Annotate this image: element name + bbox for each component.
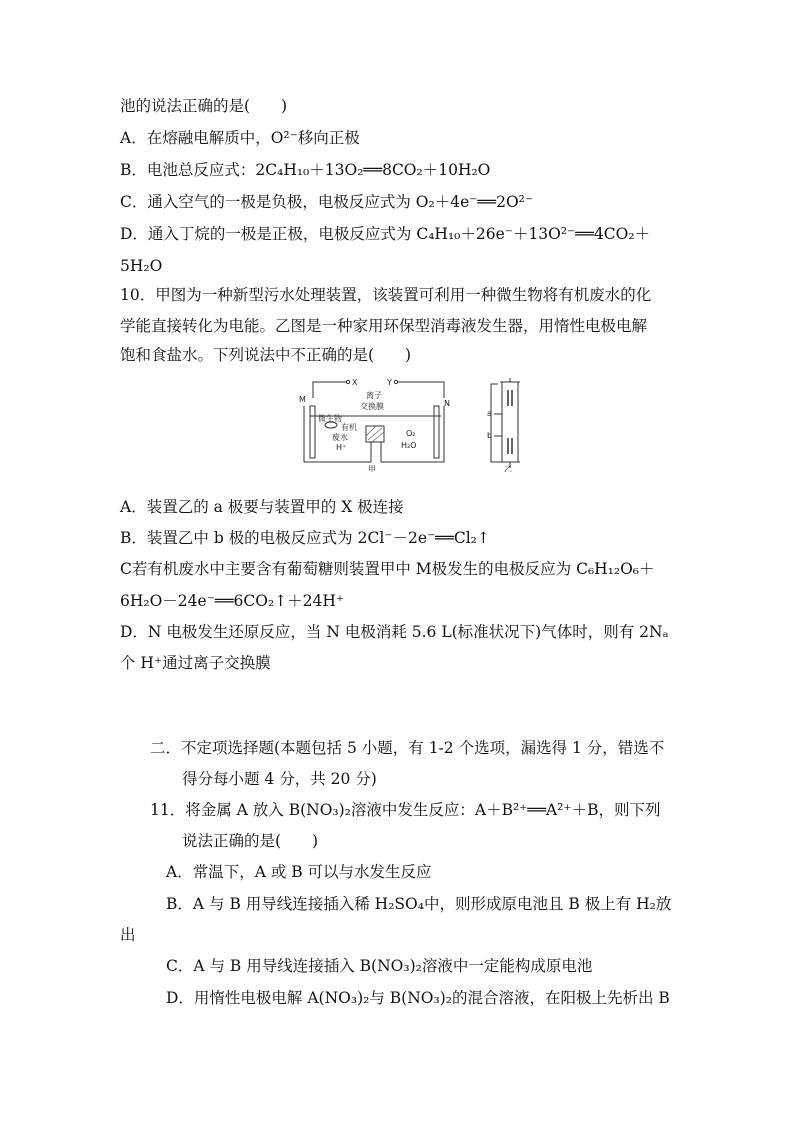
- question-10-line-1: 10．甲图为一种新型污水处理装置，该装置可利用一种微生物将有机废水的化: [120, 286, 652, 304]
- option-a-line: A．在熔融电解质中，O²⁻移向正极: [120, 129, 360, 147]
- q10-option-d-continued: 个 H⁺通过离子交换膜: [120, 654, 271, 672]
- q10-option-c: C若有机废水中主要含有葡萄糖则装置甲中 M极发生的电极反应为 C₆H₁₂O₆＋: [120, 560, 655, 578]
- label-h2o: H₂O: [401, 441, 417, 450]
- q10-option-b: B．装置乙中 b 极的电极反应式为 2Cl⁻－2e⁻══Cl₂↑: [120, 529, 490, 547]
- label-waste: 废水: [332, 433, 348, 442]
- question-10-line-2: 学能直接转化为电能。乙图是一种家用环保型消毒液发生器，用惰性电极电解: [120, 317, 648, 335]
- option-d-continued: 5H₂O: [120, 257, 163, 275]
- label-m: M: [299, 395, 306, 404]
- question-11-line-2: 说法正确的是( ): [182, 832, 319, 850]
- q11-option-c: C．A 与 B 用导线连接插入 B(NO₃)₂溶液中一定能构成原电池: [166, 957, 593, 975]
- q11-option-b-continued: 出: [120, 926, 136, 944]
- q10-option-a: A．装置乙的 a 极要与装置甲的 X 极连接: [120, 498, 404, 516]
- section-2-heading: 二．不定项选择题(本题包括 5 小题，有 1-2 个选项，漏选得 1 分，错选不: [150, 739, 665, 757]
- q10-option-c-continued: 6H₂O－24e⁻══6CO₂↑＋24H⁺: [120, 592, 345, 610]
- label-membrane-2: 交换膜: [360, 402, 384, 411]
- label-b: b: [487, 431, 493, 440]
- question-11-line-1: 11．将金属 A 放入 B(NO₃)₂溶液中发生反应：A＋B²⁺══A²⁺＋B，则下列: [150, 801, 661, 819]
- section-2-heading-continued: 得分每小题 4 分，共 20 分): [182, 770, 377, 788]
- label-organic: 有机: [341, 423, 357, 432]
- terminal-y-icon: [394, 380, 397, 383]
- device-yi: [491, 378, 520, 468]
- label-x: X: [352, 378, 358, 387]
- label-microbe: 微生物: [318, 414, 342, 423]
- q10-option-d: D．N 电极发生还原反应，当 N 电极消耗 5.6 L(标准状况下)气体时，则有 2Nₐ: [120, 623, 669, 641]
- label-o2: O₂: [406, 429, 416, 438]
- text-line-1: 池的说法正确的是( ): [120, 97, 288, 115]
- option-c-line: C．通入空气的一极是负极，电极反应式为 O₂＋4e⁻══2O²⁻: [120, 193, 534, 211]
- q11-option-a: A．常温下，A 或 B 可以与水发生反应: [166, 863, 432, 881]
- label-y: Y: [387, 378, 392, 387]
- label-jia: 甲: [368, 465, 376, 472]
- label-membrane-1: 离子: [366, 391, 382, 400]
- option-b-line: B．电池总反应式：2C₄H₁₀＋13O₂══8CO₂＋10H₂O: [120, 161, 491, 179]
- apparatus-figure: [296, 376, 532, 472]
- terminal-x-icon: [346, 380, 349, 383]
- question-10-line-3: 饱和食盐水。下列说法中不正确的是( ): [120, 346, 412, 364]
- label-hplus: H⁺: [336, 443, 347, 452]
- label-yi: 乙: [504, 465, 512, 472]
- label-n: N: [444, 399, 450, 408]
- label-a: a: [487, 409, 492, 418]
- q11-option-b: B．A 与 B 用导线连接插入稀 H₂SO₄中，则形成原电池且 B 极上有 H₂放: [166, 895, 672, 913]
- option-d-line: D．通入丁烷的一极是正极，电极反应式为 C₄H₁₀＋26e⁻＋13O²⁻══4CO₂＋: [120, 225, 651, 243]
- q11-option-d: D．用惰性电极电解 A(NO₃)₂与 B(NO₃)₂的混合溶液，在阳极上先析出 B: [166, 989, 670, 1007]
